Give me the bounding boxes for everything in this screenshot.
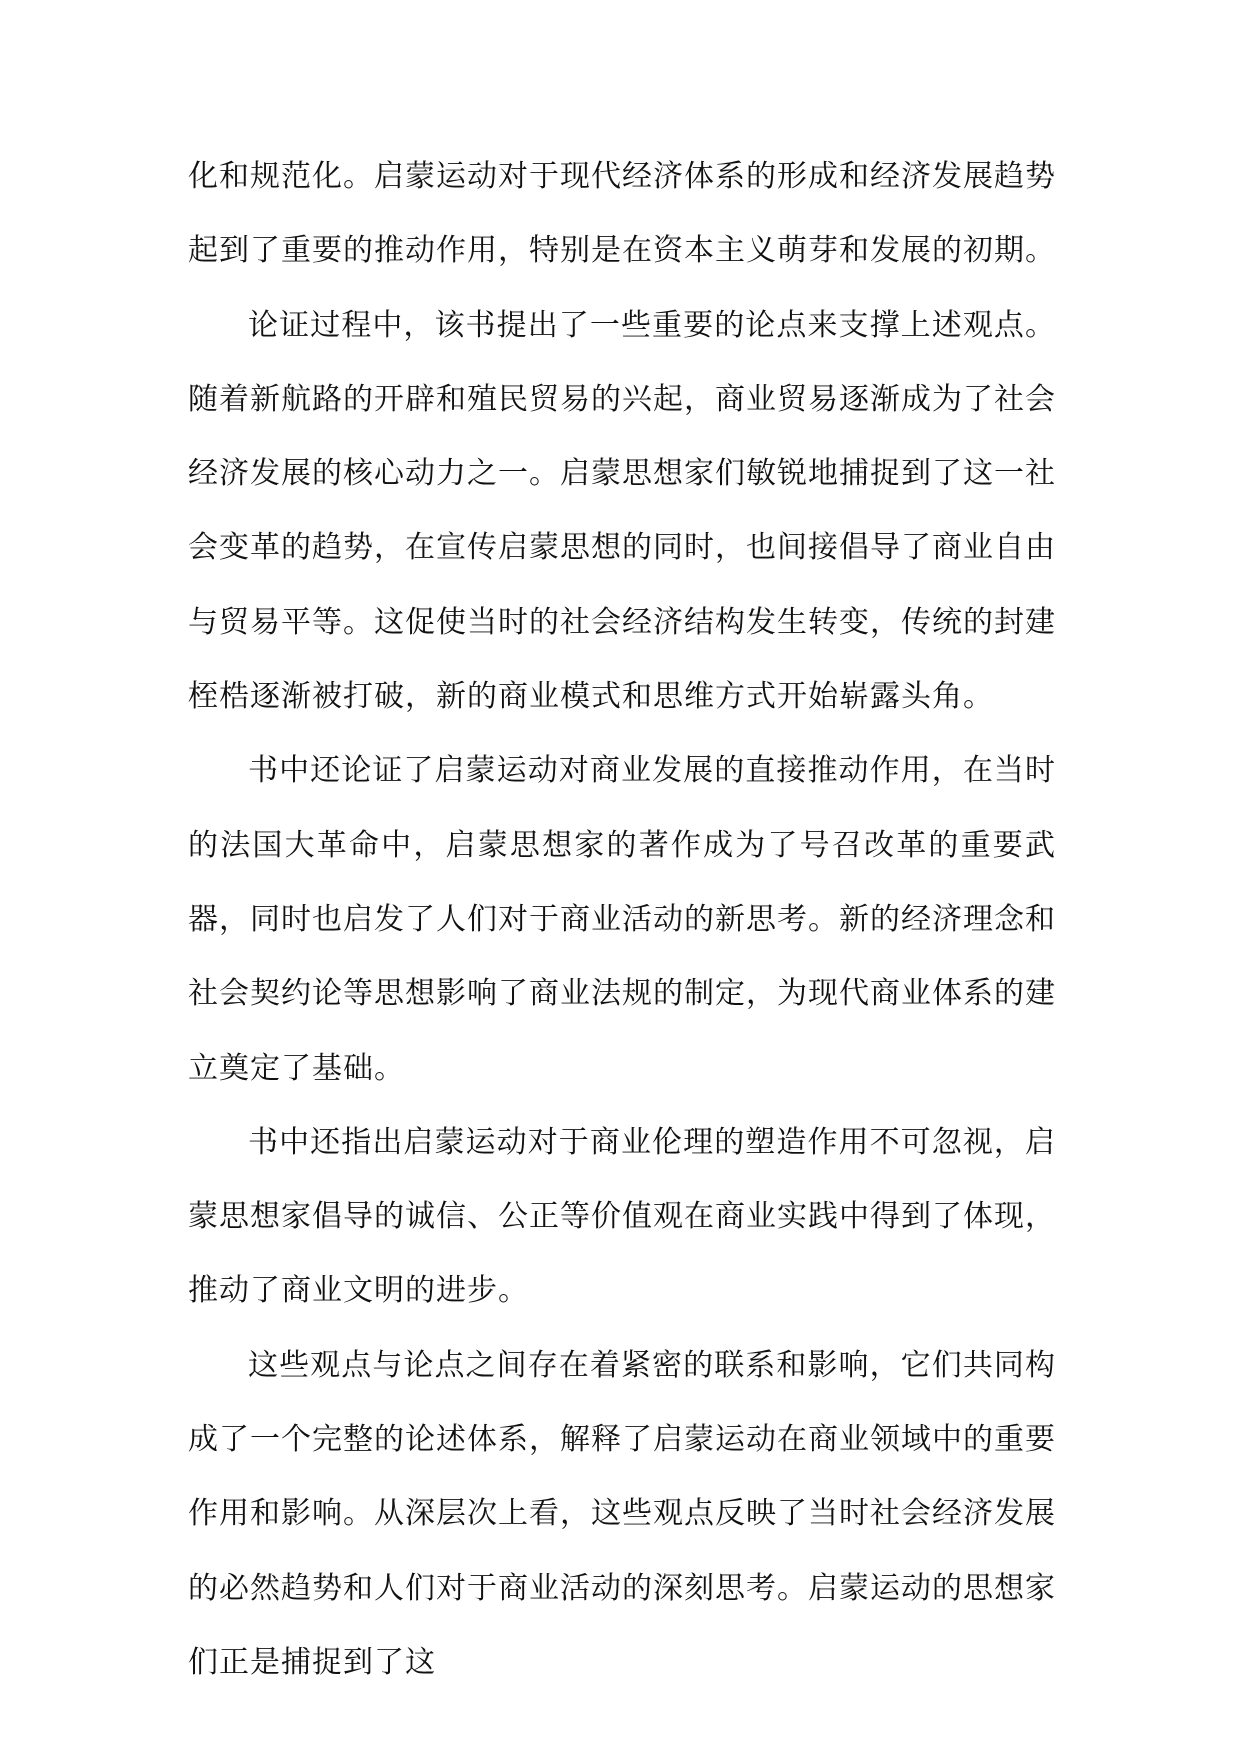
document-body — [188, 140, 1056, 1700]
paragraph-4: 书中还指出启蒙运动对于商业伦理的塑造作用不可忽视，启蒙思想家倡导的诚信、公正等价值观在商业实践中得到了体现，推动了商业文明的进步。 — [188, 1124, 1056, 1309]
paragraph-1: 化和规范化。启蒙运动对于现代经济体系的形成和经济发展趋势起到了重要的推动作用，特别是在资本主义萌芽和发展的初期。 — [188, 159, 1056, 269]
paragraph-5: 这些观点与论点之间存在着紧密的联系和影响，它们共同构成了一个完整的论述体系，解释了启蒙运动在商业领域中的重要作用和影响。从深层次上看，这些观点反映了当时社会经济发展的必然趋势和人们对于商业活动的深刻思考。启蒙运动的思想家们正是捕捉到了这 — [188, 1347, 1056, 1680]
paragraph-2: 论证过程中，该书提出了一些重要的论点来支撑上述观点。随着新航路的开辟和殖民贸易的兴起，商业贸易逐渐成为了社会经济发展的核心动力之一。启蒙思想家们敏锐地捕捉到了这一社会变革的趋势，在宣传启蒙思想的同时，也间接倡导了商业自由与贸易平等。这促使当时的社会经济结构发生转变，传统的封建桎梏逐渐被打破，新的商业模式和思维方式开始崭露头角。 — [188, 307, 1056, 715]
paragraph-3: 书中还论证了启蒙运动对商业发展的直接推动作用，在当时的法国大革命中，启蒙思想家的著作成为了号召改革的重要武器，同时也启发了人们对于商业活动的新思考。新的经济理念和社会契约论等思想影响了商业法规的制定，为现代商业体系的建立奠定了基础。 — [188, 753, 1056, 1086]
